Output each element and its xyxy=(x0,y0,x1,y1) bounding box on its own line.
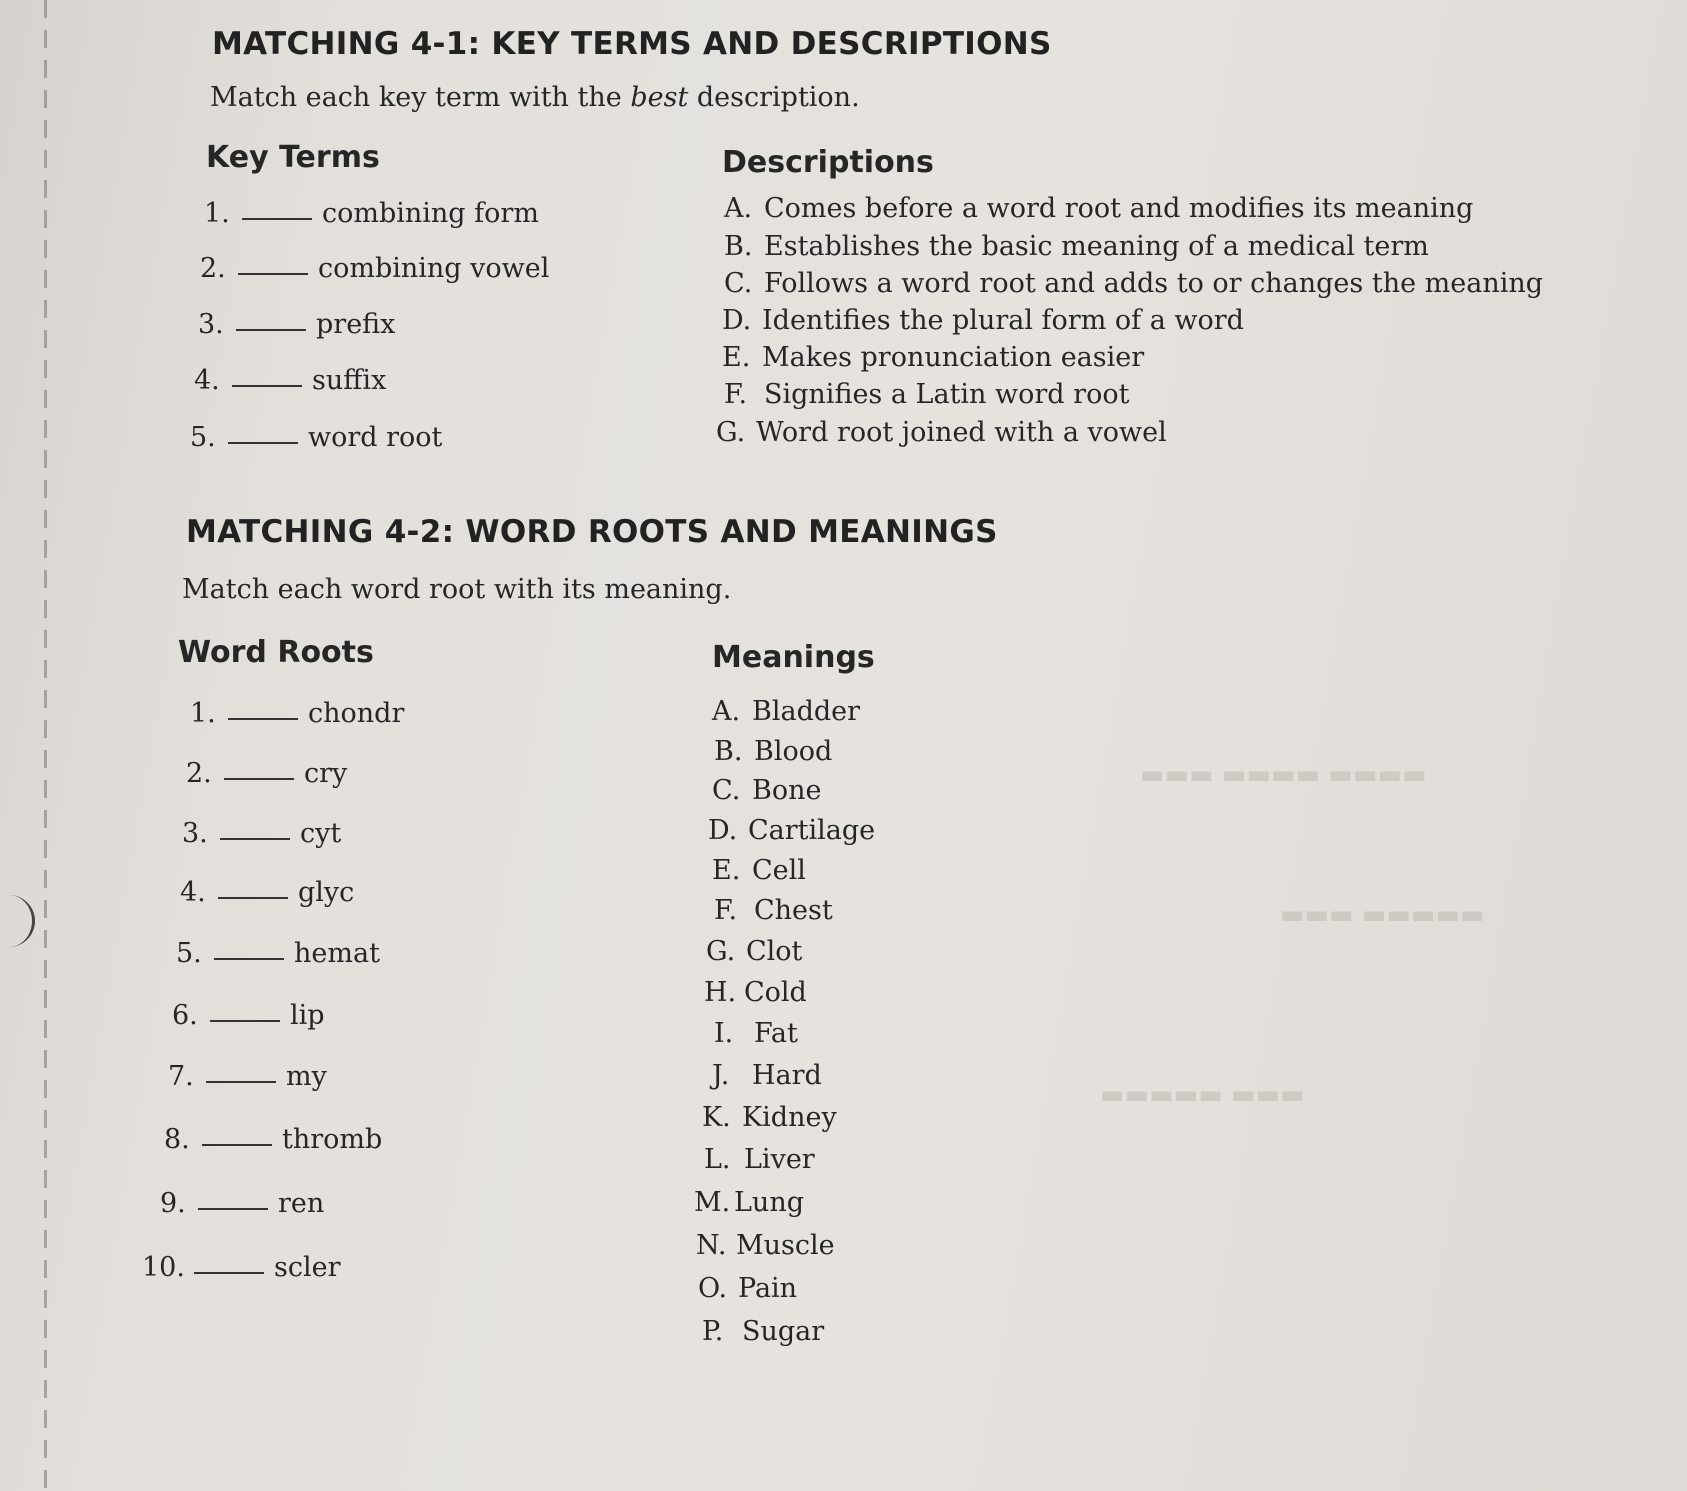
meaning-option xyxy=(698,1273,797,1304)
word-root-item xyxy=(168,1061,327,1092)
section1-title: MATCHING 4-1: KEY TERMS AND DESCRIPTIONS xyxy=(212,26,1052,62)
item-number: 7. xyxy=(168,1061,194,1092)
meaning-option xyxy=(696,1230,835,1261)
meanings-header: Meanings xyxy=(712,640,875,675)
descriptions-header: Descriptions xyxy=(722,145,934,180)
option-letter: E. xyxy=(722,342,751,373)
section2-title: MATCHING 4-2: WORD ROOTS AND MEANINGS xyxy=(186,514,998,550)
root-text: hemat xyxy=(294,938,380,969)
option-text: Sugar xyxy=(742,1316,825,1347)
root-text: chondr xyxy=(308,698,405,729)
root-text: ren xyxy=(278,1188,325,1219)
option-text: Follows a word root and adds to or changes the meaning xyxy=(764,268,1544,299)
answer-blank[interactable] xyxy=(228,718,298,720)
description-option xyxy=(724,231,1429,262)
option-text: Chest xyxy=(754,895,833,926)
item-number: 2. xyxy=(186,758,212,789)
page-binding-edge xyxy=(44,0,47,1491)
option-letter: G. xyxy=(706,936,736,967)
item-number: 3. xyxy=(198,309,224,340)
word-root-item xyxy=(186,758,347,789)
meaning-option xyxy=(714,736,832,767)
option-letter: F. xyxy=(724,379,748,410)
root-text: my xyxy=(286,1061,327,1092)
root-text: thromb xyxy=(282,1124,383,1155)
bleed-through-shadow: ▬▬▬▬ ▬▬▬▬ ▬▬▬ xyxy=(1140,760,1427,790)
item-number: 6. xyxy=(172,1000,198,1031)
option-letter: C. xyxy=(712,775,741,806)
description-option xyxy=(722,342,1144,373)
option-letter: J. xyxy=(712,1060,730,1091)
description-option xyxy=(716,417,1167,448)
section1-instruction xyxy=(210,82,860,113)
root-text: glyc xyxy=(298,877,355,908)
option-text: Lung xyxy=(734,1187,804,1218)
option-text: Pain xyxy=(738,1273,798,1304)
term-text: prefix xyxy=(316,309,396,340)
term-text: combining vowel xyxy=(318,253,550,284)
root-text: cyt xyxy=(300,818,342,849)
description-option xyxy=(724,193,1473,224)
term-text: combining form xyxy=(322,198,539,229)
word-roots-header: Word Roots xyxy=(178,635,374,670)
option-text: Hard xyxy=(752,1060,822,1091)
meaning-option xyxy=(712,855,806,886)
option-letter: M. xyxy=(694,1187,731,1218)
root-text: lip xyxy=(290,1000,325,1031)
section2-instruction: Match each word root with its meaning. xyxy=(182,574,732,605)
option-text: Cell xyxy=(752,855,806,886)
option-text: Muscle xyxy=(736,1230,835,1261)
option-text: Fat xyxy=(754,1018,798,1049)
root-text: cry xyxy=(304,758,348,789)
answer-blank[interactable] xyxy=(236,329,306,331)
term-text: suffix xyxy=(312,365,387,396)
key-term-item xyxy=(200,253,549,284)
key-terms-header: Key Terms xyxy=(206,140,380,175)
meaning-option xyxy=(704,1144,815,1175)
answer-blank[interactable] xyxy=(210,1020,280,1022)
meaning-option xyxy=(712,775,821,806)
bleed-through-shadow: ▬▬▬ ▬▬▬▬▬ xyxy=(1100,1080,1305,1110)
item-number: 3. xyxy=(182,818,208,849)
meaning-option xyxy=(694,1187,804,1218)
item-number: 1. xyxy=(204,198,230,229)
description-option xyxy=(722,305,1244,336)
option-text: Bone xyxy=(752,775,822,806)
option-text: Identifies the plural form of a word xyxy=(762,305,1244,336)
option-letter: I. xyxy=(714,1018,734,1049)
key-term-item xyxy=(204,198,539,229)
word-root-item xyxy=(160,1188,324,1219)
option-text: Cold xyxy=(744,977,807,1008)
option-letter: O. xyxy=(698,1273,728,1304)
option-text: Blood xyxy=(754,736,833,767)
item-number: 5. xyxy=(176,938,202,969)
instruction-text: description. xyxy=(688,82,860,113)
root-text: scler xyxy=(274,1252,341,1283)
word-root-item xyxy=(176,938,380,969)
word-root-item xyxy=(172,1000,325,1031)
option-letter: N. xyxy=(696,1230,727,1261)
term-text: word root xyxy=(308,422,443,453)
meaning-option xyxy=(704,977,807,1008)
option-text: Establishes the basic meaning of a medical term xyxy=(764,231,1429,262)
option-letter: D. xyxy=(708,815,738,846)
item-number: 10. xyxy=(142,1252,185,1283)
word-root-item xyxy=(182,818,341,849)
item-number: 9. xyxy=(160,1188,186,1219)
word-root-item xyxy=(180,877,354,908)
item-number: 5. xyxy=(190,422,216,453)
option-letter: H. xyxy=(704,977,737,1008)
option-text: Cartilage xyxy=(748,815,876,846)
option-letter: E. xyxy=(712,855,741,886)
meaning-option xyxy=(706,936,802,967)
answer-blank[interactable] xyxy=(198,1208,268,1210)
option-letter: P. xyxy=(702,1316,724,1347)
option-letter: B. xyxy=(724,231,753,262)
option-letter: C. xyxy=(724,268,753,299)
answer-blank[interactable] xyxy=(232,385,302,387)
option-text: Signifies a Latin word root xyxy=(764,379,1130,410)
meaning-option xyxy=(712,696,860,727)
meaning-option xyxy=(702,1316,824,1347)
word-root-item xyxy=(190,698,404,729)
meaning-option xyxy=(702,1102,837,1133)
option-text: Makes pronunciation easier xyxy=(762,342,1145,373)
option-letter: F. xyxy=(714,895,738,926)
answer-blank[interactable] xyxy=(238,273,308,275)
answer-blank[interactable] xyxy=(202,1144,272,1146)
answer-blank[interactable] xyxy=(224,778,294,780)
option-text: Word root joined with a vowel xyxy=(756,417,1167,448)
item-number: 8. xyxy=(164,1124,190,1155)
answer-blank[interactable] xyxy=(242,218,312,220)
meaning-option xyxy=(708,815,875,846)
option-text: Bladder xyxy=(752,696,861,727)
meaning-option xyxy=(714,895,833,926)
instruction-text: Match each key term with the xyxy=(210,82,631,113)
option-letter: A. xyxy=(712,696,741,727)
key-term-item xyxy=(194,365,386,396)
option-letter: G. xyxy=(716,417,746,448)
option-text: Kidney xyxy=(742,1102,837,1133)
answer-blank[interactable] xyxy=(218,897,288,899)
answer-blank[interactable] xyxy=(214,958,284,960)
option-letter: L. xyxy=(704,1144,731,1175)
description-option xyxy=(724,379,1129,410)
word-root-item xyxy=(164,1124,382,1155)
item-number: 2. xyxy=(200,253,226,284)
item-number: 4. xyxy=(180,877,206,908)
key-term-item xyxy=(198,309,395,340)
option-letter: D. xyxy=(722,305,752,336)
word-root-item xyxy=(142,1252,341,1283)
option-letter: A. xyxy=(724,193,753,224)
option-text: Liver xyxy=(744,1144,815,1175)
option-letter: B. xyxy=(714,736,743,767)
option-text: Comes before a word root and modifies its meaning xyxy=(764,193,1474,224)
key-term-item xyxy=(190,422,442,453)
answer-blank[interactable] xyxy=(220,838,290,840)
option-text: Clot xyxy=(746,936,803,967)
description-option xyxy=(724,268,1543,299)
item-number: 4. xyxy=(194,365,220,396)
page-bracket-mark xyxy=(6,895,35,947)
instruction-emphasis: best xyxy=(630,82,689,113)
option-letter: K. xyxy=(702,1102,731,1133)
answer-blank[interactable] xyxy=(206,1081,276,1083)
answer-blank[interactable] xyxy=(228,442,298,444)
bleed-through-shadow: ▬▬▬▬▬ ▬▬▬ xyxy=(1280,900,1485,930)
meaning-option xyxy=(714,1018,798,1049)
answer-blank[interactable] xyxy=(194,1272,264,1274)
meaning-option xyxy=(712,1060,822,1091)
item-number: 1. xyxy=(190,698,216,729)
